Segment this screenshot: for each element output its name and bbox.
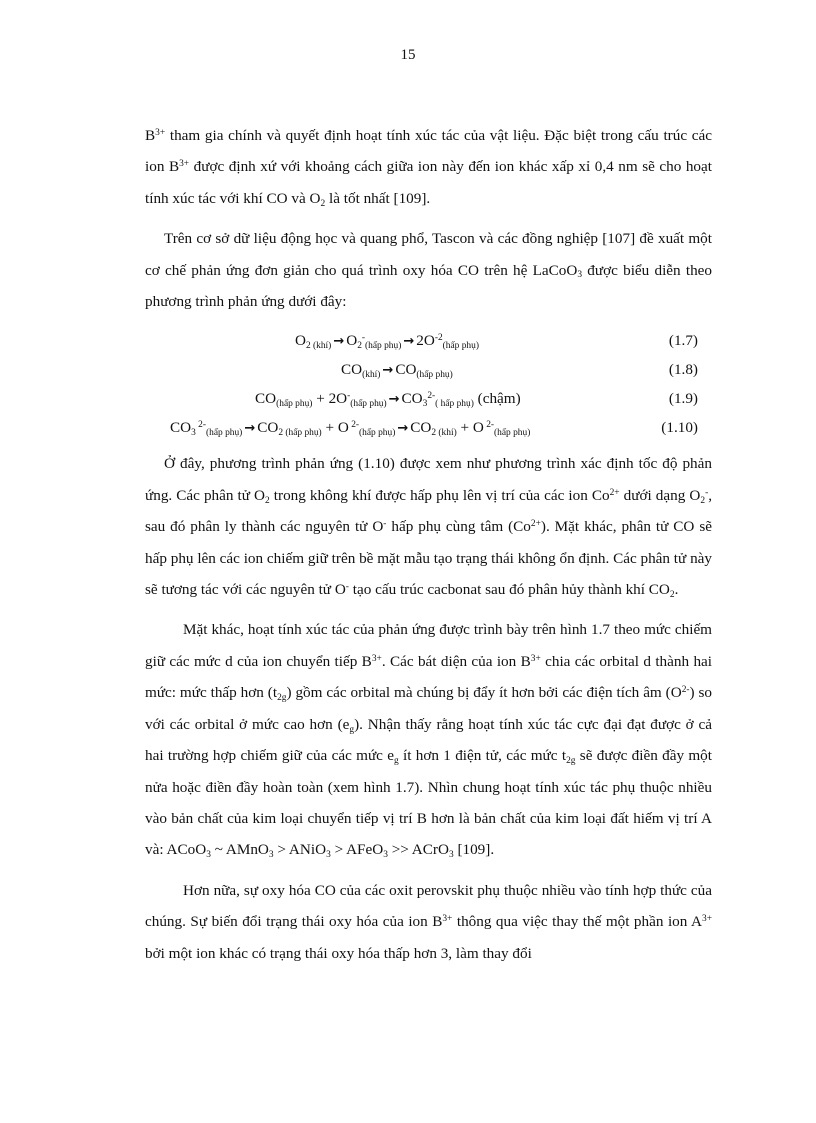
equation-1-8: CO(khí) → CO(hấp phụ) (1.8)	[145, 355, 712, 384]
page-number: 15	[400, 47, 416, 63]
equation-number: (1.10)	[661, 419, 698, 437]
paragraph-4: Mặt khác, hoạt tính xúc tác của phản ứng được trình bày trên hình 1.7 theo mức chiếm giữ các mức d của ion chuyển tiếp $B^{3+}$. Các bát diện của ion $B^{3+}$ chia các orbital d thành hai mức: mức thấp hơn $(t_{2g})$ gồm các orbital mà chúng bị đẩy ít hơn bởi các điện tích âm $(O^{2-})$ so với các orbital ở mức cao hơn $(e_g)$. Nhận thấy rằng hoạt tính xúc tác cực đại đạt được ở cả hai trường hợp chiếm giữ của các mức $e_g$ ít hơn 1 điện tử, các mức $t_{2g}$ sẽ được điền đầy một nửa hoặc điền đầy hoàn toàn (xem hình 1.7). Nhìn chung hoạt tính xúc tác phụ thuộc nhiều vào bản chất của kim loại chuyển tiếp vị trí B hơn là bản chất của kim loại đất hiếm vị trí A và: ACoO$_3$ ~ AMnO$_3$ > ANiO$_3$ > AFeO$_3$ >> ACrO$_3$ [109].	[145, 621, 713, 861]
arrow-icon: →	[388, 392, 400, 408]
equation-1-10: CO3 $^{2-}$(hấp phụ) → CO2 (hấp phụ) + O $^{2-}$(hấp phụ) → CO2 (khí) + O $^{2-}$(hấp phụ) (1.10)	[145, 413, 712, 442]
equation-number: (1.8)	[668, 361, 698, 379]
arrow-icon: →	[244, 421, 256, 437]
arrow-icon: →	[397, 421, 409, 437]
arrow-icon: →	[333, 334, 345, 350]
paragraph-1: $B^{3+}$ tham gia chính và quyết định hoạt tính xúc tác của vật liệu. Đặc biệt trong cấu trúc các ion $B^{3+}$ được định xứ với khoảng cách giữa ion này đến ion khác xấp xỉ 0,4 nm sẽ cho hoạt tính xúc tác với khí CO và $O_2$ là tốt nhất [109].	[145, 127, 712, 209]
equation-number: (1.9)	[668, 390, 698, 408]
paragraph-2: Trên cơ sở dữ liệu động học và quang phổ, Tascon và các đồng nghiệp [107] đề xuất một cơ chế phản ứng đơn giản cho quá trình oxy hóa CO trên hệ LaCoO$_3$ được biểu diễn theo phương trình phản ứng dưới đây:	[145, 230, 712, 311]
paragraph-5: Hơn nữa, sự oxy hóa CO của các oxit perovskit phụ thuộc nhiều vào tính hợp thức của chúng. Sự biến đổi trạng thái oxy hóa của ion $B^{3+}$ thông qua việc thay thế một phần ion $A^{3+}$ bởi một ion khác có trạng thái oxy hóa thấp hơn 3, làm thay đổi	[145, 881, 712, 962]
body-text	[145, 120, 712, 978]
arrow-icon: →	[403, 334, 415, 350]
arrow-icon: →	[382, 363, 394, 379]
paragraph-3: Ở đây, phương trình phản ứng (1.10) được xem như phương trình xác định tốc độ phản ứng. Các phân tử $O_2$ trong không khí được hấp phụ lên vị trí của các ion $Co^{2+}$ dưới dạng $O_2^-$, sau đó phân ly thành các nguyên tử O- hấp phụ cùng tâm $(Co^{2+})$. Mặt khác, phân tử CO sẽ hấp phụ lên các ion chiếm giữ trên bề mặt mẫu tạo trạng thái không ổn định. Các phân tử này sẽ tương tác với các nguyên tử O- tạo cấu trúc cacbonat sau đó phân hủy thành khí $CO_2$.	[145, 455, 712, 600]
equation-1-7: O2 (khí) → O2-(hấp phụ) → $2O^{-2}(hấp$ phụ) (1.7)	[145, 326, 712, 355]
equation-block	[145, 326, 712, 442]
equation-number: (1.7)	[668, 332, 698, 350]
equation-1-9: CO(hấp phụ) + 2O-(hấp phụ) → $CO3^{2-}$( hấp phụ) (chậm) (1.9)	[145, 384, 712, 413]
